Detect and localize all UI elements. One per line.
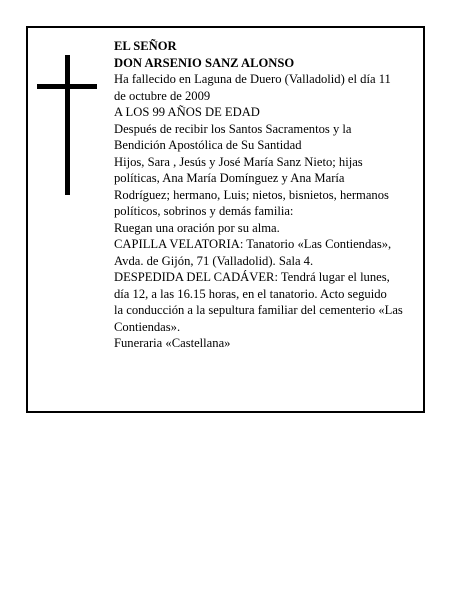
- prayer-line: Ruegan una oración por su alma.: [114, 220, 280, 235]
- obituary-text: [114, 38, 434, 352]
- family-line-2: políticas, Ana María Domínguez y Ana María: [114, 171, 345, 185]
- age-line: A LOS 99 AÑOS DE EDAD: [114, 105, 260, 119]
- family-line-3: Rodríguez; hermano, Luis; nietos, bisnietos, hermanos: [114, 187, 389, 202]
- sacraments-line-2: Bendición Apostólica de Su Santidad: [114, 138, 302, 152]
- cross-icon: [65, 55, 70, 195]
- chapel-line-2: Avda. de Gijón, 71 (Valladolid). Sala 4.: [114, 253, 314, 268]
- title-line: EL SEÑOR: [114, 39, 177, 53]
- deceased-name: DON ARSENIO SANZ ALONSO: [114, 55, 295, 70]
- farewell-line-3: la conducción a la sepultura familiar del cementerio «Las: [114, 303, 403, 317]
- cross-icon-arm: [37, 84, 97, 89]
- family-line-1: Hijos, Sara , Jesús y José María Sanz Nieto; hijas: [114, 154, 363, 169]
- chapel-line-1: CAPILLA VELATORIA: Tanatorio «Las Contiendas»,: [114, 237, 392, 251]
- death-info-line-2: de octubre de 2009: [114, 88, 211, 103]
- farewell-line-4: Contiendas».: [114, 319, 181, 334]
- funeral-home-line: Funeraria «Castellana»: [114, 336, 231, 350]
- family-line-4: políticos, sobrinos y demás familia:: [114, 204, 294, 218]
- farewell-line-2: día 12, a las 16.15 horas, en el tanatorio. Acto seguido: [114, 286, 387, 301]
- farewell-line-1: DESPEDIDA DEL CADÁVER: Tendrá lugar el lunes,: [114, 270, 390, 284]
- death-info-line-1: Ha fallecido en Laguna de Duero (Valladolid) el día 11: [114, 72, 391, 86]
- sacraments-line-1: Después de recibir los Santos Sacramentos y la: [114, 121, 352, 136]
